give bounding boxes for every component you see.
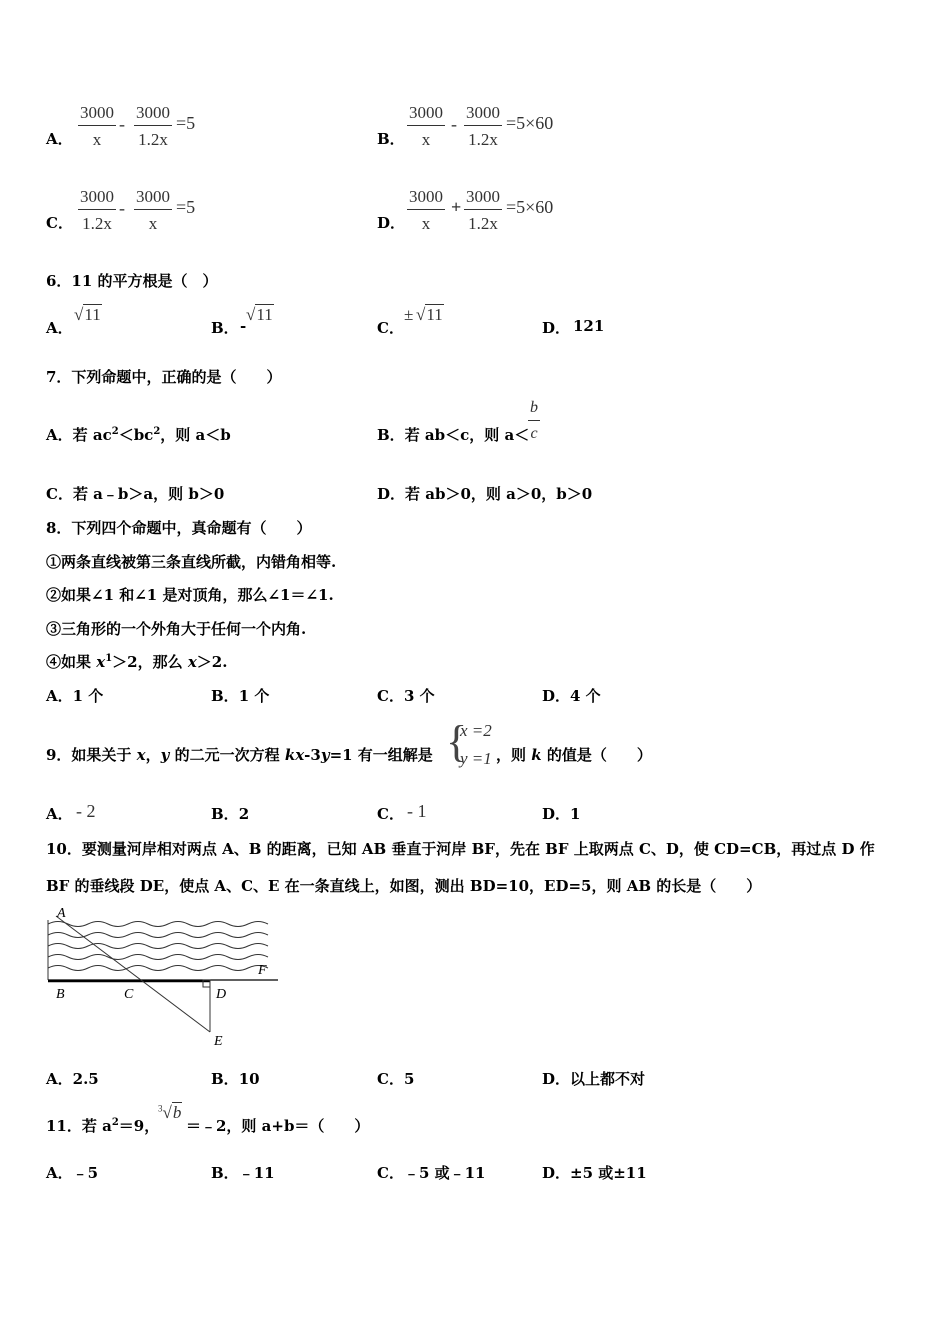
- q9-option-b: [211, 803, 249, 824]
- q9-option-a-label: A．: [46, 805, 73, 823]
- denominator: 1.2x: [138, 130, 168, 149]
- q10-option-d: [542, 1068, 645, 1089]
- option-label: B．: [211, 687, 239, 705]
- q10-option-c: [377, 1068, 414, 1089]
- option-label: D．: [542, 1164, 571, 1182]
- numerator: 3000: [78, 104, 116, 126]
- text: 若 ac: [72, 426, 112, 444]
- river-geometry-figure: [40, 902, 285, 1052]
- system-brace: {: [446, 717, 468, 766]
- variable: x: [295, 746, 305, 764]
- q11-option-a: [46, 1162, 98, 1183]
- sqrt-11: √11: [74, 305, 101, 324]
- q9-option-d: [542, 803, 580, 824]
- sqrt-11: √11: [246, 305, 273, 324]
- text: 2: [238, 805, 250, 823]
- q5-option-c-label: C．: [46, 214, 73, 232]
- option-label: D．: [542, 687, 571, 705]
- option-label: B．: [211, 805, 239, 823]
- text: 3 个: [403, 687, 435, 705]
- river-waves: [48, 922, 268, 971]
- option-label: C．: [46, 485, 73, 503]
- option-label: A．: [46, 687, 73, 705]
- minus-sign: -: [240, 317, 247, 335]
- q5-c-fraction-1: [78, 188, 116, 232]
- q5-b-fraction-2: [464, 104, 502, 148]
- variable: k: [284, 746, 296, 764]
- q7-option-d: [377, 483, 592, 504]
- equation-rhs: =5×60: [506, 197, 554, 217]
- text: 9．如果关于: [46, 746, 137, 764]
- q8-item-2: ②如果∠1 和∠1 是对顶角，那么∠1＝∠1.: [46, 586, 334, 604]
- operator: -: [119, 198, 125, 218]
- denominator: 1.2x: [82, 214, 112, 233]
- q9-stem-right: [496, 744, 652, 765]
- denominator: x: [92, 130, 102, 149]
- text: ④如果: [46, 653, 97, 671]
- point-a-label: A: [57, 906, 66, 921]
- q8-option-d: [542, 685, 601, 706]
- cube-root-b: $^3$√b: [158, 1103, 182, 1122]
- numerator: 3000: [134, 188, 172, 210]
- q8-option-b: [211, 685, 269, 706]
- numerator: 3000: [134, 104, 172, 126]
- q11-stem-right: ＝﹣2，则 a+b＝（ ）: [186, 1117, 370, 1135]
- q5-c-fraction-2: [134, 188, 172, 232]
- text: =1 有一组解是: [329, 746, 433, 764]
- numerator: b: [528, 400, 540, 421]
- text: 5: [403, 1070, 415, 1088]
- exponent: 1: [105, 653, 113, 664]
- equation-rhs: =5: [176, 113, 196, 133]
- q6-option-a-label: A．: [46, 319, 73, 337]
- q5-option-a-label: A．: [46, 130, 73, 148]
- system-equation-2: y =1: [460, 749, 492, 768]
- sqrt-11: √11: [416, 305, 443, 324]
- numerator: 3000: [407, 104, 445, 126]
- q8-option-a: [46, 685, 103, 706]
- operator: +: [451, 197, 462, 217]
- variable: k: [531, 746, 542, 764]
- option-label: D．: [542, 805, 571, 823]
- option-label: C．: [377, 1070, 404, 1088]
- q8-item-3: ③三角形的一个外角大于任何一个内角.: [46, 620, 307, 638]
- text: -3: [304, 746, 321, 764]
- point-e-label: E: [214, 1034, 223, 1049]
- text: 1 个: [238, 687, 270, 705]
- q6-option-d-text: 121: [573, 317, 605, 335]
- q5-a-fraction-2: [134, 104, 172, 148]
- radicand: 11: [84, 305, 101, 324]
- q10-stem-line-2: BF 的垂线段 DE，使点 A、C、E 在一条直线上，如图，测出 BD=10，ED=5，则 AB 的长是（ ）: [46, 877, 762, 895]
- operator: -: [119, 114, 125, 134]
- variable: y: [160, 746, 170, 764]
- radicand: 11: [256, 305, 273, 324]
- numerator: 3000: [78, 188, 116, 210]
- text: 1: [570, 805, 581, 823]
- equation-rhs: =5×60: [506, 113, 554, 133]
- radicand: 11: [426, 305, 443, 324]
- option-label: A．: [46, 426, 73, 444]
- text: 的二元一次方程: [169, 746, 285, 764]
- denominator: 1.2x: [468, 130, 498, 149]
- q10-option-a: [46, 1068, 99, 1089]
- variable: x: [96, 653, 106, 671]
- option-label: C．: [377, 687, 404, 705]
- variable: x: [136, 746, 146, 764]
- q9-option-c-text: - 1: [407, 801, 427, 821]
- text: 4 个: [570, 687, 601, 705]
- q8-option-c: [377, 685, 435, 706]
- exponent: 2: [111, 426, 119, 437]
- q11-option-d: [542, 1162, 647, 1183]
- q10-option-b: [211, 1068, 260, 1089]
- text: ，: [145, 746, 161, 764]
- q8-item-1: ①两条直线被第三条直线所截，内错角相等.: [46, 553, 337, 571]
- point-f-label: F: [258, 963, 267, 978]
- exponent: 2: [111, 1117, 119, 1128]
- option-label: B．: [211, 1070, 239, 1088]
- equation-rhs: =5: [176, 197, 196, 217]
- numerator: 3000: [407, 188, 445, 210]
- q5-b-fraction-1: [407, 104, 445, 148]
- text: 1 个: [72, 687, 104, 705]
- system-equation-1: x =2: [460, 721, 492, 740]
- q5-option-d-label: D．: [377, 214, 406, 232]
- option-label: C．: [377, 1164, 404, 1182]
- root-index: 3: [158, 1103, 163, 1114]
- q7-stem: 7．下列命题中，正确的是（ ）: [46, 368, 282, 386]
- text: 的值是（ ）: [541, 746, 652, 764]
- operator: -: [451, 114, 457, 134]
- b-over-c-fraction: [528, 400, 540, 442]
- q7-option-a: [46, 424, 231, 445]
- text: ﹣5 或﹣11: [403, 1164, 486, 1182]
- q6-option-c-label: C．: [377, 319, 404, 337]
- text: ＞2.: [196, 653, 228, 671]
- q8-item-4: [46, 651, 227, 672]
- denominator: x: [421, 214, 431, 233]
- text: ＞2，那么: [112, 653, 188, 671]
- option-label: A．: [46, 1070, 73, 1088]
- point-c-label: C: [124, 987, 134, 1002]
- text: 10: [238, 1070, 260, 1088]
- numerator: 3000: [464, 104, 502, 126]
- option-label: D．: [542, 1070, 571, 1088]
- point-b-label: B: [56, 987, 65, 1002]
- q8-stem: 8．下列四个命题中，真命题有（ ）: [46, 519, 312, 537]
- text: ，则 a＜b: [160, 426, 231, 444]
- numerator: 3000: [464, 188, 502, 210]
- text: 11．若 a: [46, 1117, 112, 1135]
- q6-option-b-label: B．: [211, 319, 239, 337]
- text: 以上都不对: [570, 1070, 646, 1088]
- option-label: D．: [377, 485, 406, 503]
- q6-option-d-label: D．: [542, 319, 571, 337]
- radicand: b: [172, 1103, 182, 1122]
- text: ＜bc: [118, 426, 154, 444]
- q11-stem-left: [46, 1115, 159, 1136]
- denominator: 1.2x: [468, 214, 498, 233]
- text: 2.5: [72, 1070, 99, 1088]
- q11-option-c: [377, 1162, 486, 1183]
- text: ±5 或±11: [570, 1164, 647, 1182]
- q5-a-fraction-1: [78, 104, 116, 148]
- plus-minus-sign: ±: [404, 305, 414, 324]
- denominator: x: [421, 130, 431, 149]
- point-d-label: D: [216, 987, 227, 1002]
- q5-option-b-label: B．: [377, 130, 405, 148]
- q5-d-fraction-2: [464, 188, 502, 232]
- q10-stem-line-1: 10．要测量河岸相对两点 A、B 的距离，已知 AB 垂直于河岸 BF，先在 BF 上取两点 C、D，使 CD=CB，再过点 D 作: [46, 840, 875, 858]
- option-label: B．: [211, 1164, 239, 1182]
- text: ＝9，: [118, 1117, 160, 1135]
- q7-option-b: [377, 424, 529, 445]
- text: 若 ab＜c，则 a＜: [404, 426, 530, 444]
- text: ﹣11: [238, 1164, 275, 1182]
- text: ，则: [496, 746, 532, 764]
- exponent: 2: [153, 426, 161, 437]
- option-label: B．: [377, 426, 405, 444]
- variable: x: [187, 653, 197, 671]
- q6-stem: 6．11 的平方根是（ ）: [46, 272, 218, 290]
- text: ﹣5: [72, 1164, 99, 1182]
- denominator: c: [530, 425, 538, 442]
- denominator: x: [148, 214, 158, 233]
- text: 若 ab＞0，则 a＞0，b＞0: [405, 485, 593, 503]
- variable: y: [320, 746, 330, 764]
- text: 若 a﹣b＞a，则 b＞0: [72, 485, 225, 503]
- q5-d-fraction-1: [407, 188, 445, 232]
- q7-option-c: [46, 483, 224, 504]
- q11-option-b: [211, 1162, 275, 1183]
- q9-option-c-label: C．: [377, 805, 404, 823]
- q9-option-a-text: - 2: [76, 801, 96, 821]
- q9-stem-left: [46, 744, 433, 765]
- option-label: A．: [46, 1164, 73, 1182]
